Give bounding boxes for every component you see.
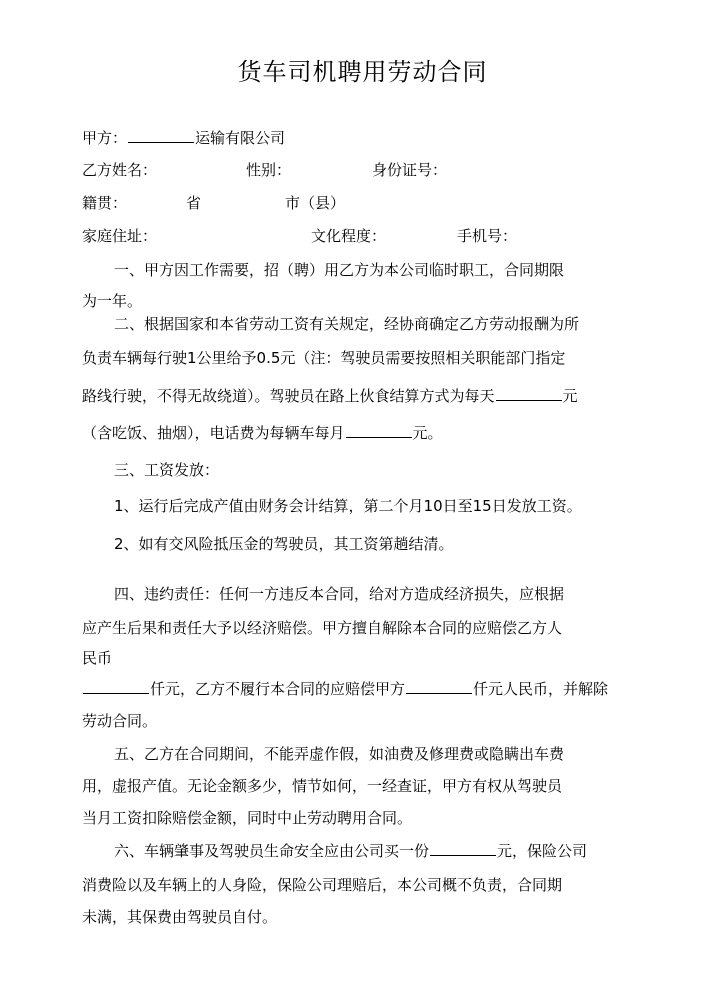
clause-6-line-1	[114, 840, 587, 862]
clause-6-line-2: 消费险以及车辆上的人身险，保险公司理赔后，本公司概不负责，合同期	[82, 876, 563, 894]
clause-4-line-4	[82, 678, 608, 700]
clause-5-line-2: 用，虚报产值。无论金额多少，情节如何，一经查证，甲方有权从驾驶员	[82, 777, 563, 795]
party-b-compensation-blank	[406, 678, 472, 694]
party-a-compensation-blank	[83, 678, 149, 694]
insurance-text: 六、车辆肇事及驾驶员生命安全应由公司买一份	[114, 842, 430, 860]
clause-1-line-2: 为一年。	[82, 292, 143, 310]
home-address-label: 家庭住址：	[82, 227, 158, 245]
meal-allowance-blank	[496, 385, 562, 401]
clause-2-line-3	[82, 385, 578, 407]
insurance-unit: 元，保险公司	[497, 842, 588, 860]
id-number-label: 身份证号：	[372, 161, 448, 179]
clause-4-line-2: 应产生后果和责任大予以经济赔偿。甲方擅自解除本合同的应赔偿乙方人	[82, 619, 563, 637]
clause-3-item-2: 2、如有交风险抵压金的驾驶员，其工资第趟结清。	[114, 535, 454, 553]
meal-allowance-text: 路线行驶，不得无故绕道）。驾驶员在路上伙食结算方式为每天	[82, 387, 495, 405]
phone-fee-blank	[346, 422, 412, 438]
insurance-amount-blank	[430, 840, 496, 856]
clause-4-line-3: 民币	[82, 649, 113, 667]
clause-3-heading: 三、工资发放：	[114, 461, 220, 479]
document-title: 货车司机聘用劳动合同	[237, 58, 488, 86]
clause-2-line-1: 二、根据国家和本省劳动工资有关规定，经协商确定乙方劳动报酬为所	[114, 315, 580, 333]
province-label: 省	[186, 194, 202, 212]
clause-1-line-1: 一、甲方因工作需要，招（聘）用乙方为本公司临时职工，合同期限	[114, 261, 565, 279]
clause-5-line-1: 五、乙方在合同期间，不能弄虚作假，如油费及修理费或隐瞒出车费	[114, 745, 565, 763]
education-label: 文化程度：	[311, 227, 387, 245]
party-a-line	[82, 127, 285, 149]
phone-label: 手机号：	[457, 227, 518, 245]
party-a-label: 甲方：	[82, 129, 128, 147]
clause-5-line-3: 当月工资扣除赔偿金额，同时中止劳动聘用合同。	[82, 809, 413, 827]
party-a-name-blank	[128, 127, 194, 143]
clause-4-line-5: 劳动合同。	[82, 712, 158, 730]
clause-2-line-2: 负责车辆每行驶1公里给予0.5元（注：驾驶员需要按照相关职能部门指定	[82, 349, 566, 367]
clause-4-line-1: 四、违约责任：任何一方违反本合同，给对方造成经济损失，应根据	[114, 585, 565, 603]
party-b-compensation-text: 仟元人民币，并解除	[473, 680, 609, 698]
meal-allowance-unit: 元	[562, 387, 578, 405]
city-county-label: 市（县）	[285, 194, 346, 212]
party-a-compensation-text: 仟元，乙方不履行本合同的应赔偿甲方	[150, 680, 406, 698]
phone-fee-text: （含吃饭、抽烟），电话费为每辆车每月	[82, 424, 345, 442]
clause-6-line-3: 未满，其保费由驾驶员自付。	[82, 908, 278, 926]
phone-fee-unit: 元。	[412, 424, 443, 442]
clause-3-item-1: 1、运行后完成产值由财务会计结算，第二个月10日至15日发放工资。	[114, 497, 582, 515]
party-a-suffix: 运输有限公司	[195, 129, 286, 147]
party-b-name-label: 乙方姓名：	[82, 161, 158, 179]
gender-label: 性别：	[246, 161, 292, 179]
clause-2-line-4	[82, 422, 443, 444]
origin-label: 籍贯：	[82, 194, 128, 212]
